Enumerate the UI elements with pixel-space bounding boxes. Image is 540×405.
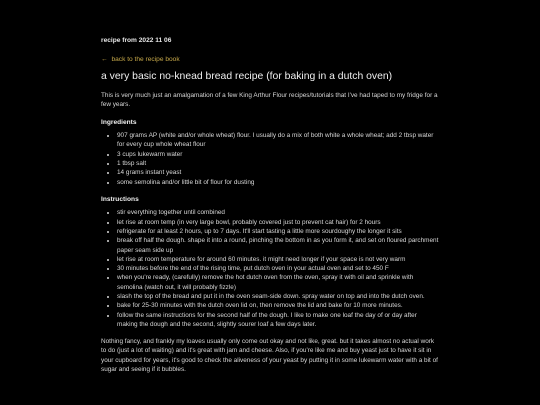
- instruction-item: • when you're ready, (carefully) remove the hot dutch oven from the oven, spray it with oil and sprinkle with semolina (watch out, it will probably fizzle): [117, 273, 439, 292]
- ingredient-item: • 14 grams instant yeast: [117, 168, 439, 177]
- instruction-item: • 30 minutes before the end of the rising time, put dutch oven in your actual oven and set to 450 F: [117, 264, 439, 273]
- instruction-item: • slash the top of the bread and put it in the oven seam-side down. spray water on top and into the dutch oven.: [117, 292, 439, 301]
- instruction-item: • break off half the dough. shape it into a round, pinching the bottom in as you form it, and set on floured parchment paper seam side up: [117, 236, 439, 255]
- ingredient-item: • 907 grams AP (white and/or whole wheat) flour. I usually do a mix of both white a whole wheat; add 2 tbsp water for every cup whole wheat flour: [117, 131, 439, 150]
- ingredient-item: • 1 tbsp salt: [117, 159, 439, 168]
- intro-paragraph: This is very much just an amalgamation of a few King Arthur Flour recipes/tutorials that I've had taped to my fridge for a few years.: [101, 92, 438, 109]
- back-arrow-icon: ←: [101, 55, 108, 63]
- recipe-date-label: recipe from 2022 11 06: [101, 37, 172, 44]
- back-to-recipe-book-link[interactable]: [101, 55, 180, 65]
- instruction-item: • let rise at room temperature for around 60 minutes. it might need longer if your space is not very warm: [117, 255, 439, 264]
- instruction-item: • let rise at room temp (in very large bowl, probably covered just to prevent cat hair) for 2 hours: [117, 218, 439, 227]
- instructions-list: [101, 208, 439, 329]
- ingredient-item: • some semolina and/or little bit of flour for dusting: [117, 178, 439, 187]
- page-title: a very basic no-knead bread recipe (for baking in a dutch oven): [101, 71, 393, 83]
- instruction-item: • bake for 25-30 minutes with the dutch oven lid on, then remove the lid and bake for 10 more minutes.: [117, 301, 439, 310]
- back-link-label: back to the recipe book: [111, 55, 180, 63]
- ingredients-heading: Ingredients: [101, 118, 137, 126]
- ingredients-list: [101, 131, 439, 187]
- ingredient-item: • 3 cups lukewarm water: [117, 150, 439, 159]
- outro-paragraph: Nothing fancy, and frankly my loaves usually only come out okay and not like, great. but it takes almost no actual work to do (just a lot of waiting) and it's great with jam and cheese. Also, if you're like me and buy yeast just to have it sit in your cupboard for years, it's good to check the aliveness of your yeast by putting it in some lukewarm water with a bit of sugar and seeing if it bubbles.: [101, 338, 438, 373]
- instruction-item: • refrigerate for at least 2 hours, up to 7 days. It'll start tasting a little more sourdoughy the longer it sits: [117, 227, 439, 236]
- instruction-item: • follow the same instructions for the second half of the dough. I like to make one loaf the day of or day after making the dough and the second, slightly sourer loaf a few days later.: [117, 311, 439, 330]
- page-content: [101, 36, 439, 381]
- instruction-item: • stir everything together until combined: [117, 208, 439, 217]
- instructions-heading: Instructions: [101, 195, 139, 203]
